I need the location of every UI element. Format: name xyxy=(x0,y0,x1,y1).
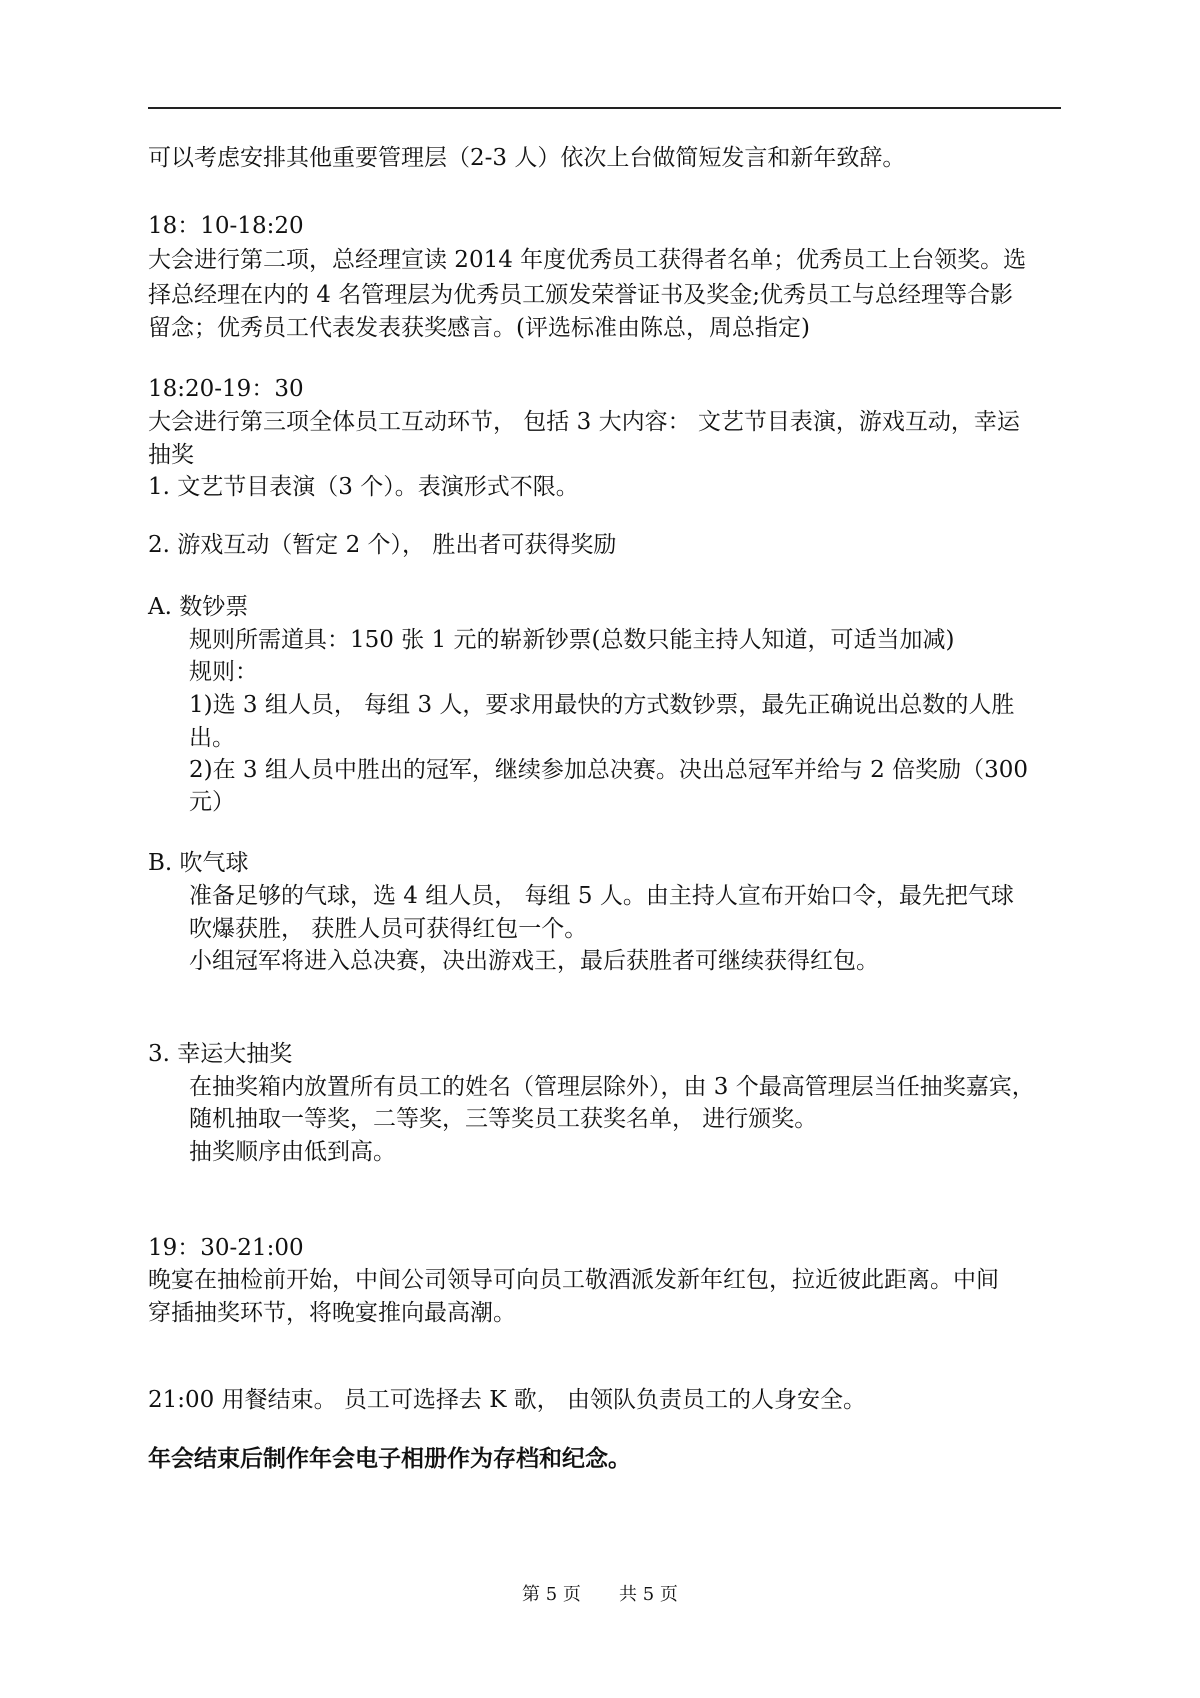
sub-item-b-title: B. 吹气球 xyxy=(148,850,249,876)
list-item-3: 3. 幸运大抽奖 xyxy=(148,1041,293,1067)
sub-item-b-line: 准备足够的气球，选 4 组人员， 每组 5 人。由主持人宣布开始口令，最先把气球 xyxy=(189,883,1014,909)
section-2-line: 大会进行第二项，总经理宣读 2014 年度优秀员工获得者名单；优秀员工上台领奖。选 xyxy=(148,247,1027,273)
sub-item-c-line: 在抽奖箱内放置所有员工的姓名（管理层除外），由 3 个最高管理层当任抽奖嘉宾， xyxy=(189,1074,1035,1100)
sub-item-a-line: 元） xyxy=(189,789,235,815)
section-4-line: 穿插抽奖环节，将晚宴推向最高潮。 xyxy=(148,1300,516,1326)
page-number: 第 5 页 xyxy=(522,1584,581,1605)
sub-item-a-title: A. 数钞票 xyxy=(148,594,249,620)
section-3-line: 抽奖 xyxy=(148,442,194,468)
page-total: 共 5 页 xyxy=(619,1584,678,1605)
sub-item-c-line: 抽奖顺序由低到高。 xyxy=(189,1139,396,1165)
section-2-line: 择总经理在内的 4 名管理层为优秀员工颁发荣誉证书及奖金;优秀员工与总经理等合影 xyxy=(148,282,1014,308)
list-item-1: 1. 文艺节目表演（3 个）。表演形式不限。 xyxy=(148,474,579,500)
section-2-time: 18：10-18:20 xyxy=(148,213,304,239)
sub-item-c-line: 随机抽取一等奖，二等奖，三等奖员工获奖名单， 进行颁奖。 xyxy=(189,1106,818,1132)
intro-line: 可以考虑安排其他重要管理层（2-3 人）依次上台做简短发言和新年致辞。 xyxy=(148,145,906,171)
sub-item-b-line: 吹爆获胜， 获胜人员可获得红包一个。 xyxy=(189,916,588,942)
sub-item-a-line: 2)在 3 组人员中胜出的冠军，继续参加总决赛。决出总冠军并给与 2 倍奖励（300 xyxy=(189,757,1029,783)
list-item-2: 2. 游戏互动（暂定 2 个）， 胜出者可获得奖励 xyxy=(148,532,617,558)
header-rule xyxy=(148,107,1061,109)
section-3-line: 大会进行第三项全体员工互动环节， 包括 3 大内容： 文艺节目表演，游戏互动，幸运 xyxy=(148,409,1020,435)
section-2-line: 留念；优秀员工代表发表获奖感言。(评选标准由陈总，周总指定) xyxy=(148,315,810,341)
section-4-time: 19：30-21:00 xyxy=(148,1235,304,1261)
section-4-line: 晚宴在抽检前开始，中间公司领导可向员工敬酒派发新年红包，拉近彼此距离。中间 xyxy=(148,1267,999,1293)
end-line: 21:00 用餐结束。 员工可选择去 K 歌， 由领队负责员工的人身安全。 xyxy=(148,1387,867,1413)
sub-item-a-line: 1)选 3 组人员， 每组 3 人，要求用最快的方式数钞票，最先正确说出总数的人胜 xyxy=(189,692,1015,718)
sub-item-b-line: 小组冠军将进入总决赛，决出游戏王，最后获胜者可继续获得红包。 xyxy=(189,948,879,974)
closing-note: 年会结束后制作年会电子相册作为存档和纪念。 xyxy=(148,1445,631,1472)
sub-item-a-line: 规则： xyxy=(189,659,258,685)
sub-item-a-line: 出。 xyxy=(189,725,235,751)
section-3-time: 18:20-19：30 xyxy=(148,376,304,402)
sub-item-a-line: 规则所需道具：150 张 1 元的崭新钞票(总数只能主持人知道，可适当加减) xyxy=(189,627,955,653)
